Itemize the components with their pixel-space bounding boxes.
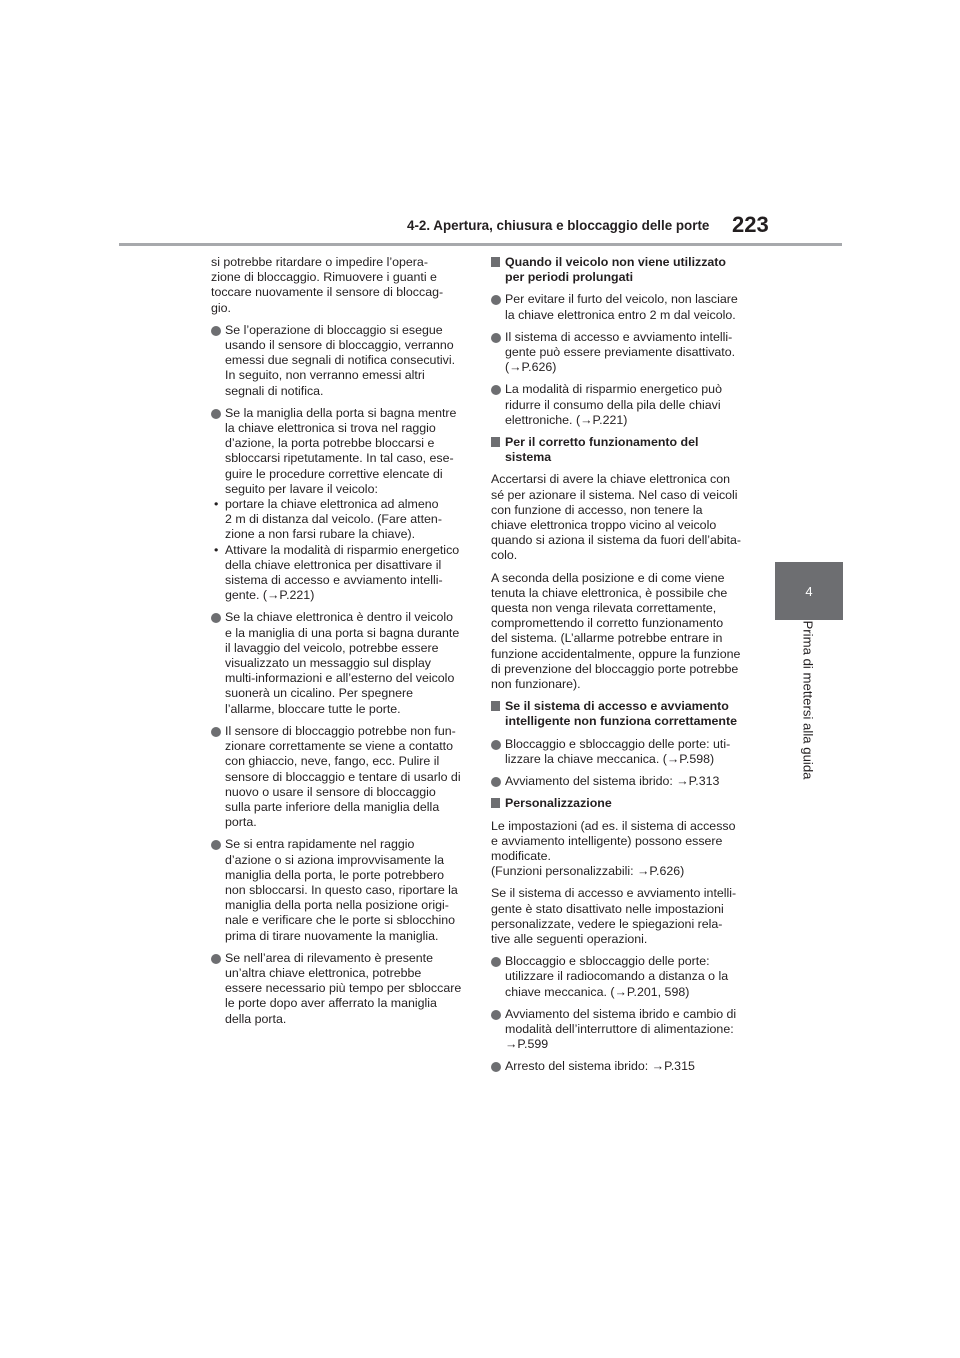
bullet-icon (211, 840, 221, 850)
bullet-item (491, 330, 759, 376)
bullet-item (491, 774, 759, 789)
bullet-text: Bloccaggio e sbloccaggio delle porte: utilizzare il radiocomando a distanza o la chiave meccanica. (→P.201, 598) (505, 954, 729, 999)
bullet-text: Avviamento del sistema ibrido: →P.313 (505, 774, 720, 789)
section-heading (491, 435, 759, 465)
bullet-item (491, 954, 759, 1000)
bullet-item (211, 951, 469, 1027)
bullet-item (211, 610, 469, 716)
heading-square-icon (491, 437, 500, 447)
heading-text: Personalizzazione (505, 796, 612, 811)
bullet-icon (211, 727, 221, 737)
bullet-text: Per evitare il furto del veicolo, non lasciare la chiave elettronica entro 2 m dal veicolo. (505, 292, 738, 322)
bullet-item (491, 1007, 759, 1053)
bullet-item (491, 382, 759, 428)
paragraph: Se il sistema di accesso e avviamento intelli- gente è stato disattivato nelle impostazioni personalizzate, vedere le spiegazioni rela- tive alle seguenti operazioni. (491, 886, 737, 946)
bullet-icon (211, 613, 221, 623)
paragraph: A seconda della posizione e di come viene tenuta la chiave elettronica, è possibile che questa non venga rilevata correttamente, compromettendo il corretto funzionamento del sistema. (L’allarme potrebbe entrare in funzione accidentalmente, oppure la funzione di prevenzione del bloccaggio porte potrebbe non funzionare). (491, 570, 741, 692)
paragraph: Le impostazioni (ad es. il sistema di accesso e avviamento intelligente) possono essere modificate. (Funzioni personalizzabili: →P.626) (491, 818, 736, 879)
bullet-text: Se l’operazione di bloccaggio si esegue usando il sensore di bloccaggio, verranno emessi due segnali di notifica consecutivi. In seguito, non verranno emessi altri segnali di notifica. (225, 322, 456, 398)
bullet-text: Bloccaggio e sbloccaggio delle porte: uti- lizzare la chiave meccanica. (→P.598) (505, 736, 731, 766)
bullet-text: Avviamento del sistema ibrido e cambio di modalità dell’interruttore di alimentazione: →P.599 (505, 1006, 737, 1052)
bullet-text: Se la maniglia della porta si bagna mentre la chiave elettronica si trova nel raggio d’azione, la porta potrebbe bloccarsi e sbloccarsi ripetutamente. In tal caso, ese- guire le procedure correttive elencate di seguito per lavare il veicolo: (225, 405, 457, 496)
section-heading (491, 796, 759, 811)
chapter-number: 4 (805, 583, 813, 599)
paragraph: Accertarsi di avere la chiave elettronica con sé per azionare il sistema. Nel caso di veicoli con funzione di accesso, non tenere la chiave elettronica troppo vicino al veicolo quando si aziona il sistema da fuori dell’abita- colo. (491, 472, 742, 563)
bullet-icon (211, 409, 221, 419)
page-number: 223 (732, 212, 769, 237)
bullet-text: La modalità di risparmio energetico può ridurre il consumo della pila delle chiavi elettroniche. (→P.221) (505, 382, 722, 427)
bullet-item (211, 837, 469, 943)
bullet-text: Il sistema di accesso e avviamento intelli- gente può essere previamente disattivato. (→P.626) (505, 329, 736, 375)
bullet-item (491, 737, 759, 767)
section-heading (491, 255, 759, 285)
heading-square-icon (491, 798, 500, 808)
bullet-icon (491, 333, 501, 343)
bullet-item (491, 1059, 759, 1074)
bullet-item (491, 292, 759, 322)
sub-bullet-icon: • (214, 497, 219, 512)
heading-square-icon (491, 257, 500, 267)
left-column (211, 255, 469, 1034)
sub-bullet-icon: • (214, 542, 219, 557)
bullet-item (211, 724, 469, 830)
chapter-title: Prima di mettersi alla guida (800, 620, 816, 780)
heading-square-icon (491, 701, 500, 711)
bullet-icon (211, 954, 221, 964)
bullet-item (211, 406, 469, 497)
bullet-icon (491, 740, 501, 750)
bullet-item (211, 323, 469, 399)
sub-text: portare la chiave elettronica ad almeno 2 m di distanza dal veicolo. (Fare atten- zione a non farsi rubare la chiave). (225, 497, 442, 542)
bullet-text: Se la chiave elettronica è dentro il veicolo e la maniglia di una porta si bagna durante il lavaggio del veicolo, potrebbe essere visualizzato un messaggio sul display multi-informazioni e all’esterno del veicolo suonerà un cicalino. Per spegnere l’allarme, bloccare tutte le porte. (225, 610, 460, 716)
right-column (491, 255, 759, 1082)
heading-text: Quando il veicolo non viene utilizzato per periodi prolungati (505, 255, 726, 285)
header-divider (119, 243, 842, 246)
bullet-icon (491, 777, 501, 787)
sub-item (211, 543, 469, 604)
bullet-icon (491, 1062, 501, 1072)
sub-item (211, 497, 469, 543)
bullet-text: Arresto del sistema ibrido: →P.315 (505, 1059, 695, 1074)
bullet-icon (491, 1010, 501, 1020)
bullet-icon (491, 295, 501, 305)
bullet-icon (491, 957, 501, 967)
chapter-tab (775, 562, 843, 620)
section-title: 4-2. Apertura, chiusura e bloccaggio delle porte (407, 218, 710, 233)
bullet-icon (491, 385, 501, 395)
sub-text: Attivare la modalità di risparmio energetico della chiave elettronica per disattivare il sistema di accesso e avviamento intelli- gente. (→P.221) (225, 542, 460, 603)
heading-text: Per il corretto funzionamento del sistema (505, 435, 699, 465)
bullet-text: Il sensore di bloccaggio potrebbe non fun- zionare correttamente se viene a contatto con ghiaccio, neve, fango, ecc. Pulire il sensore di bloccaggio e tentare di usarlo di nuovo o usare il sensore di bloccaggio sulla parte inferiore della maniglia della porta. (225, 723, 461, 830)
section-heading (491, 699, 759, 729)
bullet-icon (211, 326, 221, 336)
bullet-text: Se si entra rapidamente nel raggio d’azione o si aziona improvvisamente la maniglia della porta, le porte potrebbero non sbloccarsi. In questo caso, riportare la maniglia della porta nella posizione origi- nale e verificare che le porte si sblocchino prima di tirare nuovamente la maniglia. (225, 837, 458, 943)
heading-text: Se il sistema di accesso e avviamento intelligente non funziona correttamente (505, 699, 737, 729)
bullet-text: Se nell’area di rilevamento è presente un’altra chiave elettronica, potrebbe essere necessario più tempo per sbloccare le porte dopo aver afferrato la maniglia della porta. (225, 950, 462, 1026)
paragraph: si potrebbe ritardare o impedire l’opera- zione di bloccaggio. Rimuovere i guanti e toccare nuovamente il sensore di bloccag- gio. (211, 255, 444, 315)
